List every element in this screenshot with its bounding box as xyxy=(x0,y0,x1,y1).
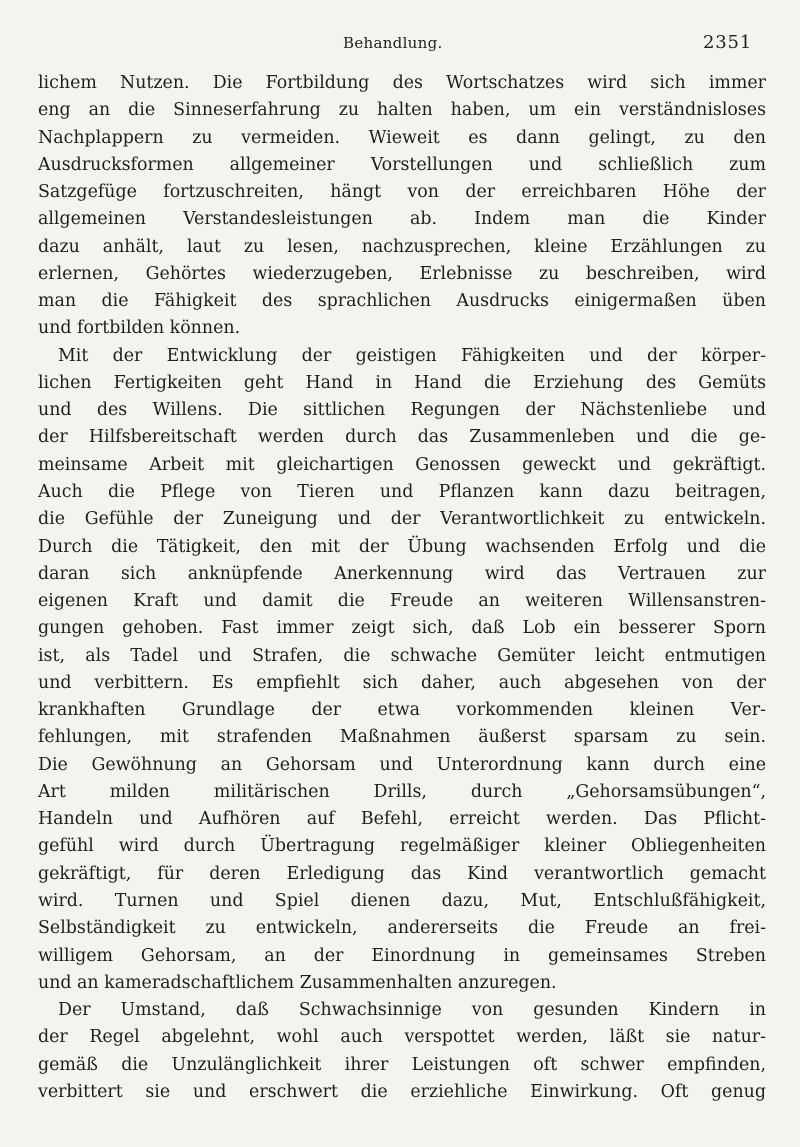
text-line: dazu anhält, laut zu lesen, nachzusprechen, kleine Erzählungen zu xyxy=(38,236,766,257)
text-line: der Hilfsbereitschaft werden durch das Zusammenleben und die ge- xyxy=(38,427,766,448)
text-line: gungen gehoben. Fast immer zeigt sich, daß Lob ein besserer Sporn xyxy=(38,618,766,639)
text-line: ist, als Tadel und Strafen, die schwache Gemüter leicht entmutigen xyxy=(38,645,766,666)
text-line: Mit der Entwicklung der geistigen Fähigkeiten und der körper- xyxy=(58,345,766,366)
text-line: Satzgefüge fortzuschreiten, hängt von der erreichbaren Höhe der xyxy=(38,182,766,203)
text-line: gefühl wird durch Übertragung regelmäßiger kleiner Obliegenheiten xyxy=(38,836,766,857)
text-line: eng an die Sinneserfahrung zu halten haben, um ein verständnisloses xyxy=(38,100,766,121)
text-line: fehlungen, mit strafenden Maßnahmen äußerst sparsam zu sein. xyxy=(38,727,766,748)
text-line: lichem Nutzen. Die Fortbildung des Wortschatzes wird sich immer xyxy=(38,73,766,93)
text-line: verbittert sie und erschwert die erziehliche Einwirkung. Oft genug xyxy=(38,1081,766,1102)
text-line: lichen Fertigkeiten geht Hand in Hand die Erziehung des Gemüts xyxy=(38,372,766,393)
text-line: willigem Gehorsam, an der Einordnung in gemeinsames Streben xyxy=(38,945,766,966)
running-head: Behandlung. xyxy=(343,34,443,52)
text-line: Handeln und Aufhören auf Befehl, erreicht werden. Das Pflicht- xyxy=(38,809,766,830)
text-line: Die Gewöhnung an Gehorsam und Unterordnung kann durch eine xyxy=(38,754,766,775)
text-line: und verbittern. Es empfiehlt sich daher, auch abgesehen von der xyxy=(38,672,766,693)
text-line: man die Fähigkeit des sprachlichen Ausdrucks einigermaßen üben xyxy=(38,291,766,312)
text-line: Auch die Pflege von Tieren und Pflanzen kann dazu beitragen, xyxy=(38,481,766,502)
text-line: Durch die Tätigkeit, den mit der Übung wachsenden Erfolg und die xyxy=(38,536,766,557)
text-line: daran sich anknüpfende Anerkennung wird das Vertrauen zur xyxy=(38,563,766,584)
page-header xyxy=(0,30,800,60)
text-line: Selbständigkeit zu entwickeln, andererseits die Freude an frei- xyxy=(38,918,766,939)
text-line: eigenen Kraft und damit die Freude an weiteren Willensanstren- xyxy=(38,591,766,612)
text-line: gekräftigt, für deren Erledigung das Kind verantwortlich gemacht xyxy=(38,863,766,884)
text-line: Nachplappern zu vermeiden. Wieweit es dann gelingt, zu den xyxy=(38,127,766,148)
text-line: wird. Turnen und Spiel dienen dazu, Mut, Entschlußfähigkeit, xyxy=(38,890,766,911)
text-line: krankhaften Grundlage der etwa vorkommenden kleinen Ver- xyxy=(38,700,766,721)
text-line: Art milden militärischen Drills, durch „Gehorsamsübungen“, xyxy=(38,781,766,802)
text-line: meinsame Arbeit mit gleichartigen Genossen geweckt und gekräftigt. xyxy=(38,454,766,475)
text-line: die Gefühle der Zuneigung und der Verantwortlichkeit zu entwickeln. xyxy=(38,509,766,530)
text-line: und des Willens. Die sittlichen Regungen der Nächstenliebe und xyxy=(38,400,766,421)
page-number: 2351 xyxy=(703,32,753,53)
text-line: allgemeinen Verstandesleistungen ab. Indem man die Kinder xyxy=(38,209,766,230)
text-line: erlernen, Gehörtes wiederzugeben, Erlebnisse zu beschreiben, wird xyxy=(38,263,766,284)
text-line: und an kameradschaftlichem Zusammenhalten anzuregen. xyxy=(38,972,557,993)
body-text xyxy=(38,70,766,1106)
text-line: gemäß die Unzulänglichkeit ihrer Leistungen oft schwer empfinden, xyxy=(38,1054,766,1075)
text-line: und fortbilden können. xyxy=(38,318,241,339)
text-line: Ausdrucksformen allgemeiner Vorstellungen und schließlich zum xyxy=(38,154,766,175)
text-line: Der Umstand, daß Schwachsinnige von gesunden Kindern in xyxy=(58,1000,766,1021)
text-line: der Regel abgelehnt, wohl auch verspottet werden, läßt sie natur- xyxy=(38,1027,766,1048)
